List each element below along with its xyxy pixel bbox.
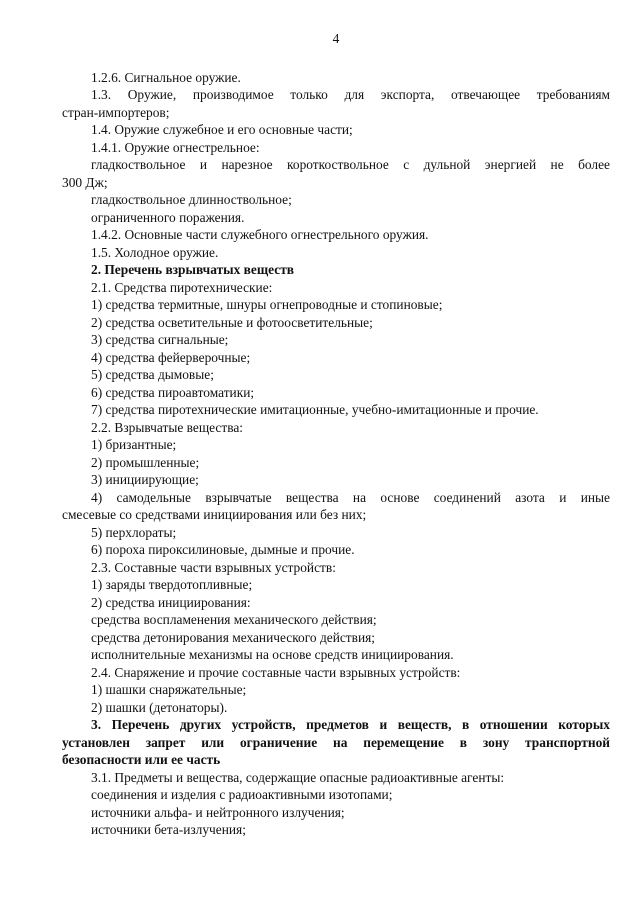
item-1-3-line-1: 1.3. Оружие, производимое только для экспорта, отвечающее требованиям xyxy=(91,87,610,102)
item-2-1: 2.1. Средства пиротехнические: xyxy=(91,279,273,295)
section-3-heading-line-2: установлен запрет или ограничение на перемещение в зону транспортной xyxy=(62,734,610,750)
page-number: 4 xyxy=(332,31,340,46)
initiation-subitem: исполнительные механизмы на основе средств инициирования. xyxy=(91,647,454,662)
explosive-item: 5) перхлораты; xyxy=(91,524,177,540)
item-1-4: 1.4. Оружие служебное и его основные части; xyxy=(91,122,353,137)
charges-item: 1) заряды твердотопливные; xyxy=(91,577,253,592)
homemade-line-1: 4) самодельные взрывчатые вещества на основе соединений азота и иные xyxy=(91,489,610,505)
section-3-heading-line-3: безопасности или ее часть xyxy=(62,752,221,767)
explosive-item: 1) бризантные; xyxy=(91,437,177,452)
radio-item: источники альфа- и нейтронного излучения; xyxy=(91,804,345,820)
item-2-4: 2.4. Снаряжение и прочие составные части взрывных устройств: xyxy=(91,664,461,680)
item-2-3: 2.3. Составные части взрывных устройств: xyxy=(91,559,336,575)
limited-damage: ограниченного поражения. xyxy=(91,209,245,225)
item-1-4-1: 1.4.1. Оружие огнестрельное: xyxy=(91,139,260,155)
explosive-item: 2) промышленные; xyxy=(91,454,200,470)
pyro-item: 7) средства пиротехнические имитационные, учебно-имитационные и прочие. xyxy=(91,402,539,417)
pyro-item: 2) средства осветительные и фотоосветительные; xyxy=(91,314,373,330)
item-3-1: 3.1. Предметы и вещества, содержащие опасные радиоактивные агенты: xyxy=(91,769,505,785)
explosive-item: 3) инициирующие; xyxy=(91,472,199,487)
item-1-4-2: 1.4.2. Основные части служебного огнестрельного оружия. xyxy=(91,227,429,242)
smoothbore-long: гладкоствольное длинноствольное; xyxy=(91,192,292,207)
pyro-item: 1) средства термитные, шнуры огнепроводные и стопиновые; xyxy=(91,297,443,312)
smoothbore-short-line-2: 300 Дж; xyxy=(62,174,108,190)
item-1-2-6: 1.2.6. Сигнальное оружие. xyxy=(91,69,241,85)
item-2-2: 2.2. Взрывчатые вещества: xyxy=(91,419,244,435)
document-page xyxy=(62,30,610,839)
pyro-item: 4) средства фейерверочные; xyxy=(91,349,251,365)
pyro-item: 3) средства сигнальные; xyxy=(91,332,229,347)
radio-item: источники бета-излучения; xyxy=(91,822,246,837)
item-1-3-line-2: стран-импортеров; xyxy=(62,104,170,120)
section-2-heading: 2. Перечень взрывчатых веществ xyxy=(91,262,294,277)
pyro-item: 6) средства пироавтоматики; xyxy=(91,384,255,400)
block-item: 1) шашки снаряжательные; xyxy=(91,682,247,697)
section-1-weapons xyxy=(62,69,610,262)
pyro-item: 5) средства дымовые; xyxy=(91,367,214,382)
block-item: 2) шашки (детонаторы). xyxy=(91,699,228,715)
smoothbore-short-line-1: гладкоствольное и нарезное короткоствольное с дульной энергией не более xyxy=(91,157,610,172)
section-2-explosives xyxy=(62,261,610,716)
initiation-subitem: средства детонирования механического действия; xyxy=(91,629,376,645)
item-1-5: 1.5. Холодное оружие. xyxy=(91,244,219,260)
initiation-subitem: средства воспламенения механического действия; xyxy=(91,612,377,627)
initiation-item: 2) средства инициирования: xyxy=(91,594,251,610)
radio-item: соединения и изделия с радиоактивными изотопами; xyxy=(91,787,393,802)
explosive-item: 6) пороха пироксилиновые, дымные и прочие. xyxy=(91,542,355,557)
homemade-line-2: смесевые со средствами инициирования или без них; xyxy=(62,507,367,522)
section-3-other-items xyxy=(62,716,610,839)
section-3-heading-line-1: 3. Перечень других устройств, предметов и веществ, в отношении которых xyxy=(91,717,610,732)
